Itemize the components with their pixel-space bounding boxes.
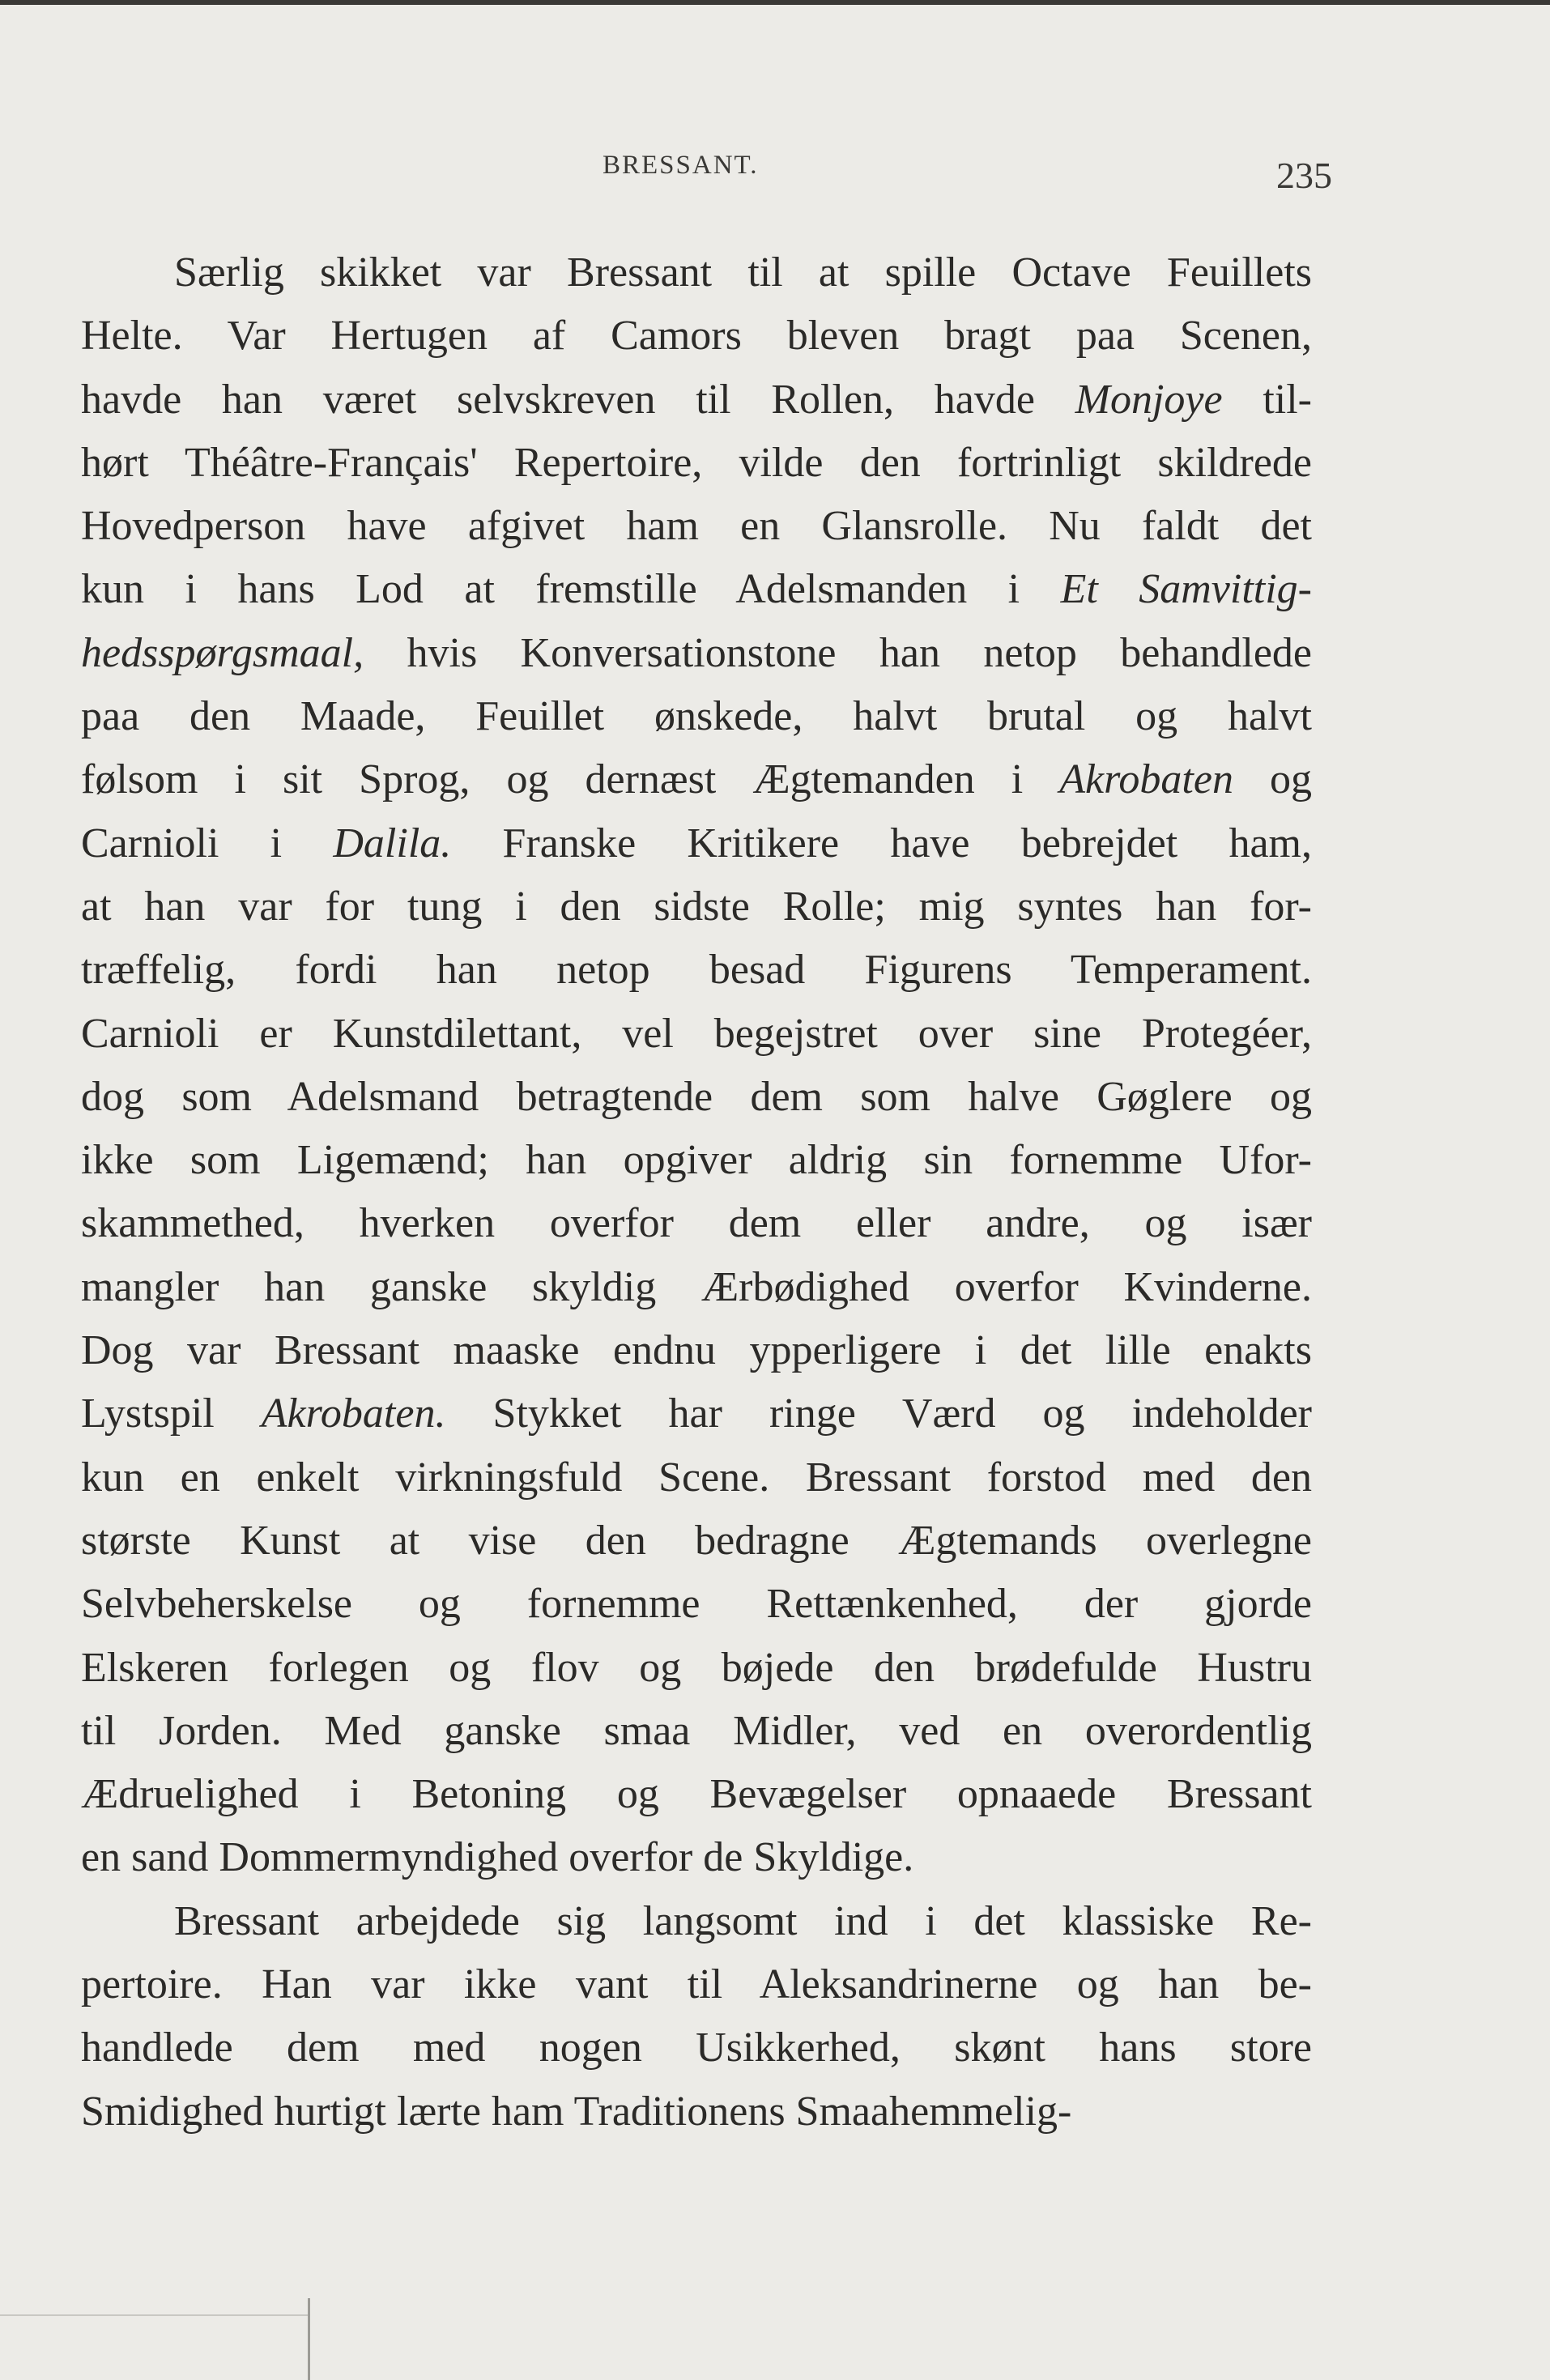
paragraph — [81, 1890, 1312, 2144]
text-run: Bressant arbejdede sig langsomt ind i det klassiske Re- — [174, 1897, 1312, 1944]
text-line — [81, 495, 1312, 558]
text-line — [81, 432, 1312, 495]
text-run: skammethed, hverken overfor dem eller andre, og især — [81, 1200, 1312, 1247]
text-line — [81, 1446, 1312, 1509]
body-text — [81, 241, 1312, 2144]
text-run: følsom i sit Sprog, og dernæst Ægtemanden i — [81, 756, 1060, 803]
text-run: og — [1233, 756, 1313, 803]
text-run: kun en enkelt virkningsfuld Scene. Bressant forstod med den — [81, 1454, 1312, 1501]
text-line — [81, 1700, 1312, 1763]
text-line — [81, 304, 1312, 368]
text-line — [81, 622, 1312, 685]
text-line — [81, 1003, 1312, 1066]
text-run: havde han været selvskreven til Rollen, havde — [81, 376, 1075, 423]
text-line — [81, 1192, 1312, 1255]
text-run: paa den Maade, Feuillet ønskede, halvt brutal og halvt — [81, 693, 1312, 740]
text-line — [81, 1129, 1312, 1192]
italic-title: hedsspørgsmaal, — [81, 629, 364, 676]
text-run: Carnioli i — [81, 820, 334, 866]
text-run: kun i hans Lod at fremstille Adelsmanden i — [81, 566, 1061, 613]
scan-edge-mark — [308, 2298, 310, 2380]
text-line — [81, 1066, 1312, 1129]
text-run: handlede dem med nogen Usikkerhed, skønt hans store — [81, 2024, 1312, 2071]
text-line — [81, 685, 1312, 748]
scan-edge-rule — [0, 2314, 308, 2316]
text-run: Elskeren forlegen og flov og bøjede den brødefulde Hustru — [81, 1644, 1312, 1691]
text-run: Hovedperson have afgivet ham en Glansrolle. Nu faldt det — [81, 503, 1312, 550]
paragraph — [81, 241, 1312, 1890]
text-run: ikke som Ligemænd; han opgiver aldrig sin fornemme Ufor- — [81, 1137, 1312, 1184]
text-run: Stykket har ringe Værd og indeholder — [445, 1390, 1312, 1437]
text-run: en sand Dommermyndighed overfor de Skyldige. — [81, 1834, 914, 1881]
text-run: at han var for tung i den sidste Rolle; mig syntes han for- — [81, 883, 1312, 930]
italic-title: Dalila. — [333, 820, 452, 866]
text-line — [81, 1382, 1312, 1445]
italic-title: Et Samvittig- — [1060, 566, 1312, 613]
text-line — [81, 368, 1312, 432]
text-line — [81, 812, 1312, 875]
text-run: hvis Konversationstone han netop behandlede — [364, 629, 1312, 676]
text-run: Lystspil — [81, 1390, 262, 1437]
text-run: Selvbeherskelse og fornemme Rettænkenhed, der gjorde — [81, 1581, 1312, 1628]
text-run: Carnioli er Kunstdilettant, vel begejstret over sine Protegéer, — [81, 1010, 1312, 1057]
text-line — [81, 1826, 1312, 1889]
page-number: 235 — [1276, 155, 1332, 196]
text-line — [81, 1890, 1312, 1953]
text-line — [81, 1637, 1312, 1700]
text-run: største Kunst at vise den bedragne Ægtemands overlegne — [81, 1517, 1312, 1564]
text-line — [81, 875, 1312, 939]
text-run: Ædruelighed i Betoning og Bevægelser opnaaede Bressant — [81, 1771, 1312, 1818]
text-run: Særlig skikket var Bressant til at spille Octave Feuillets — [174, 249, 1312, 296]
page-header — [0, 144, 1550, 196]
text-line — [81, 2080, 1312, 2144]
text-run: Franske Kritikere have bebrejdet ham, — [451, 820, 1312, 866]
text-line — [81, 939, 1312, 1002]
italic-title: Akrobaten — [1059, 756, 1233, 803]
italic-title: Akrobaten. — [261, 1390, 446, 1437]
text-run: Helte. Var Hertugen af Camors bleven bragt paa Scenen, — [81, 313, 1312, 360]
text-run: til Jorden. Med ganske smaa Midler, ved en overordentlig — [81, 1707, 1312, 1754]
text-line — [81, 1256, 1312, 1319]
text-run: mangler han ganske skyldig Ærbødighed overfor Kvinderne. — [81, 1263, 1312, 1310]
text-line — [81, 748, 1312, 811]
text-line — [81, 1953, 1312, 2016]
text-run: Smidighed hurtigt lærte ham Traditionens Smaahemmelig- — [81, 2088, 1072, 2135]
italic-title: Monjoye — [1075, 376, 1223, 423]
text-line — [81, 558, 1312, 621]
text-line — [81, 2016, 1312, 2080]
running-title: BRESSANT. — [603, 151, 759, 180]
text-run: træffelig, fordi han netop besad Figurens Temperament. — [81, 947, 1312, 994]
text-run: hørt Théâtre-Français' Repertoire, vilde den fortrinligt skildrede — [81, 439, 1312, 486]
text-run: Dog var Bressant maaske endnu ypperligere i det lille enakts — [81, 1327, 1312, 1374]
text-line — [81, 1509, 1312, 1573]
text-line — [81, 1319, 1312, 1382]
page-top-edge — [0, 0, 1550, 5]
text-run: til- — [1222, 376, 1312, 423]
text-run: pertoire. Han var ikke vant til Aleksandrinerne og han be- — [81, 1961, 1312, 2008]
text-line — [81, 1573, 1312, 1636]
text-run: dog som Adelsmand betragtende dem som halve Gøglere og — [81, 1073, 1312, 1120]
text-line — [81, 1763, 1312, 1826]
text-line — [81, 241, 1312, 304]
